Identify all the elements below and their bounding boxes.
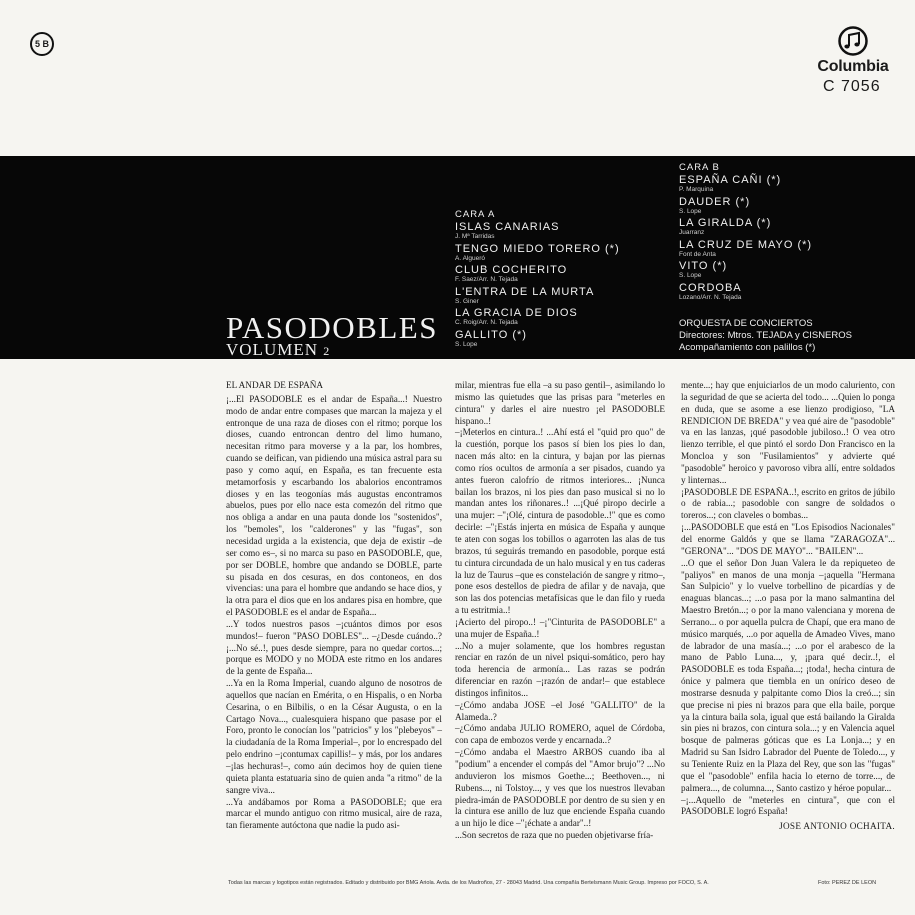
- side-a-label: CARA A: [455, 209, 496, 220]
- track-title: ISLAS CANARIAS: [455, 221, 560, 233]
- track-composer: Juarranz: [679, 229, 705, 236]
- track-composer: A. Algueró: [455, 254, 485, 262]
- track-composer: S. Giner: [455, 297, 479, 305]
- track-title: LA GIRALDA (*): [679, 217, 772, 229]
- track-item: [455, 244, 665, 263]
- track-composer: S. Lope: [679, 272, 702, 279]
- author-signature: JOSE ANTONIO OCHAITA.: [779, 821, 895, 832]
- essay-paragraph: –¡...Aquello de "meterles en cintura", que con el PASODOBLE logró España!: [681, 794, 895, 817]
- essay-paragraph: ¡...PASODOBLE que está en "Los Episodios Nacionales" del enorme Galdós y que se llama "ZARAGOZA"... "GERONA"... "DOS DE MAYO"... "BAILEN"...: [681, 522, 895, 556]
- album-subtitle: [226, 340, 330, 360]
- track-title: LA GRACIA DE DIOS: [455, 307, 578, 319]
- essay-paragraph: ¡...El PASODOBLE es el andar de España...! Nuestro modo de andar entre compases que marcan la majeza y el entronque de una raza de dioses con el ritmo; porque los dioses, cuando entroncan dentro del limo humano, necesitan ritmo para moverse y a la par, los hombres, cuando se deifican, van pidiendo una música astral para su paso y como aquí, en España, es tan frecuente esta metamorfosis y escarbando los abalorios encontramos dioses y en las teogonías más augustas encontramos abuelos, pues por ello nace esta comezón del ritmo que nos obliga a andar en una pauta donde los "sostenidos", los "bemoles", los "calderones" y las "fugas", son necesidad urgida a la existencia, que deja de existir –de ser como es–, si no marca su paso en PASODOBLE, que, por ser DOBLE, hombre que andando se DOBLE, parte su pisada en dos cesuras, en dos contoneos, en dos vivencias: una para el hombre que andando se hace dios, y la otra para el dios que en los andares pisa en hombre, que el PASODOBLE es el andar de España...: [226, 393, 442, 618]
- essay-paragraph: ¡Acierto del piropo..! –¡"Cinturita de PASODOBLE" a una mujer de España..!: [455, 616, 665, 639]
- side-b-label: CARA B: [679, 162, 720, 173]
- essay-paragraph: ...O que el señor Don Juan Valera le da repiqueteo de "paliyos" en manos de una monja –¡aquella "Hermana San Sulpicio" y lo vuelve torbellino de picardías y de enaguas blancas...; ...o pasa por la mano salmantina del Maestro Bretón...; o por la mano valenciana y morena de Serrano... o por aquella pulcra de Chapí, que era mano de músico marqués, ...o por aquella de Amadeo Vives, mano de labrador de una masía...; ...o por el arabesco de la mano de Pablo Luna..., y, ¡para qué decir..!, el PASODOBLE es toda España...; ¡toda!, hecha cintura de ónice y palmera que tiembla en un onírico deseo de mostrarse desnuda y palpitante como Dios la creó...; sin que precise ni pies ni brazos para que ella baile, porque ya la cintura baila sola, igual que está bailando la Giralda sin pies ni brazos, con cintura sola...; y en Valencia aquel bosque de palmeras góticas que es La Lonja...; y en Madrid su San Isidro Labrador del Puente de Toledo..., y su Teniente Ruiz en la Plaza del Rey, que son las "fugas" que el "pasodoble" enfila hacia lo eterno de torre..., de palmera..., de columna..., Santo castizo y héroe popular...: [681, 557, 895, 793]
- tracklist-band: [0, 156, 915, 359]
- track-title: GALLITO (*): [455, 328, 527, 341]
- track-item: [455, 287, 665, 306]
- side-a: [455, 209, 665, 351]
- track-item: [679, 175, 909, 194]
- track-item: [679, 283, 909, 302]
- brand-name: Columbia: [817, 58, 889, 75]
- essay-paragraph: ...Son secretos de raza que no pueden objetivarse fría-: [455, 830, 654, 841]
- essay-column-2: [455, 380, 665, 842]
- essay-paragraph: –¿Cómo andaba JULIO ROMERO, aquel de Córdoba, con capa de embozos verde y encarnada..?: [455, 723, 665, 746]
- track-title: TENGO MIEDO TORERO (*): [455, 242, 620, 255]
- essay-paragraph: –¿Cómo andaba el Maestro ARBOS cuando iba al "podium" a encender el compás del "Amor brujo"? ...No anduvieron los mismos Goethe...; Beethoven..., ni Rubens..., ni Tolstoy..., y ves que los nuestros llevaban piedra-imán de PASODOBLE por dentro de su sien y en la cintura ese anillo de luz que enciende España cuando a un hijo le dice –"¡échate a andar"..!: [455, 747, 665, 829]
- essay-paragraph: ...No a mujer solamente, que los hombres regustan renciar en razón de un nivel psiqui-somático, pero hay toda herencia de armonía... Las razas se podrán diferenciar en razón –¡razón de andar!– que establece distingos infinitos...: [455, 640, 665, 698]
- track-composer: S. Lope: [455, 340, 478, 348]
- track-item: [679, 218, 909, 237]
- track-title: L'ENTRA DE LA MURTA: [455, 285, 595, 298]
- track-item: [455, 222, 665, 241]
- accompaniment: Acompañamiento con palillos (*): [679, 342, 816, 353]
- essay-paragraph: mente...; hay que enjuiciarlos de un modo caluriento, con la seguridad de que se acierta del todo... ...Quien lo ponga en duda, que se asome a ese lienzo prodigioso, "LA RENDICION DE BREDA" y vea qué aire de "pasodoble" va en las lanzas, ¡qué pasodoble jubiloso..! O vea otro lienzo terrible, el que pintó el sordo Don Francisco en la Moncloa y son "Fusilamientos" y advierte qué "pasodoble" heroico y pavoroso vibra allí, entre soldados y linternas...: [681, 380, 895, 485]
- track-composer: Lozano/Arr. N. Tejada: [679, 293, 742, 301]
- legal-notice: Todas las marcas y logotipos están registrados. Editado y distribuido por BMG Ariola. Avda. de los Madroños, 27 - 28043 Madrid. Una compañía Bertelsmann Music Group. Impreso por FOCO, S. A.: [228, 880, 709, 886]
- catalog-badge: [30, 32, 54, 56]
- orchestra-name: ORQUESTA DE CONCIERTOS: [679, 318, 813, 329]
- essay-column-1: [226, 380, 442, 832]
- album-title: PASODOBLES: [226, 310, 438, 345]
- performer-credits: [679, 318, 909, 354]
- track-title: DAUDER (*): [679, 195, 751, 208]
- essay-paragraph: ...Y todos nuestros pasos –¡cuántos dimos por esos mundos!– fueron "PASO DOBLES"... –¿Desde cuándo..? ¡...No sé..!, pues desde siempre, para no quedar cortos...; porque es MODO y no MODA este ritmo en los andares de la gente de España...: [226, 618, 442, 677]
- side-a-tracklist: [455, 222, 665, 348]
- track-item: [455, 330, 665, 349]
- track-composer: Font de Anta: [679, 250, 716, 258]
- essay-heading: EL ANDAR DE ESPAÑA: [226, 380, 324, 390]
- side-b: [679, 162, 909, 304]
- subtitle-text: VOLUMEN: [226, 340, 318, 359]
- essay-paragraph: ...Ya andábamos por Roma a PASODOBLE; que era marcar el mundo antiguo con ritmo musical, aire de raza, tan fieramente autóctona que nadie la pudo asi-: [226, 796, 442, 831]
- track-item: [455, 265, 665, 284]
- track-item: [455, 308, 665, 327]
- track-title: VITO (*): [679, 260, 728, 272]
- track-item: [679, 197, 909, 216]
- track-composer: J. Mª Tarridas: [455, 233, 495, 240]
- track-item: [679, 261, 909, 280]
- badge-text: 5 B: [34, 39, 49, 49]
- essay-paragraph: –¡Meterlos en cintura..! ...Ahí está el "quid pro quo" de la cuestión, porque los pasos sí bien los pies lo dan, nacen más alto: en la cintura, y bajan por las piernas como ríos ocultos de armonía a ser pisados, cuando ya antes fueron calofrío de ritmos interiores... ¡Nunca bailan los brazos, ni los pies dan paso musical si no lo mandan antes los riñonares..! ...¡Qué piropo decirle a una mujer: –"¡Olé, cintura de pasodoble..!" que es como decirle: –"¡Estás injerta en música de España y aunque te aten con sogas los tobillos o agarroten las alas de tus brazos, tú seguirás tremando en pasodoble, porque está tu cintura circundada de un halo musical y en tus caderas la luz de Taurus –que es constelación de sangre y ritmo–, pone esos destellos de piedra de afilar y de navaja, que son las dos potencias metafísicas que le dan filo y rueda a tu estritmia..!: [455, 427, 665, 616]
- track-item: [679, 240, 909, 259]
- track-composer: C. Roig/Arr. N. Tejada: [455, 319, 518, 326]
- track-composer: P. Marquina: [679, 186, 714, 193]
- side-b-tracklist: [679, 175, 909, 301]
- essay-column-3: [681, 380, 895, 833]
- catalog-number: C 7056: [823, 78, 881, 95]
- photo-credit: Foto: PEREZ DE LEON: [818, 880, 877, 886]
- track-title: LA CRUZ DE MAYO (*): [679, 238, 813, 251]
- essay-paragraph: milar, mientras fue ella –a su paso gentil–, asimilando lo mismo las quietudes que las prisas para "meterles en cintura" y darles el aire nuestro ¡el PASODOBLE hispano..!: [455, 380, 665, 426]
- track-composer: S. Lope: [679, 207, 702, 215]
- track-composer: F. Saez/Arr. N. Tejada: [455, 276, 518, 283]
- directors: Directores: Mtros. TEJADA y CISNEROS: [679, 330, 852, 341]
- essay-paragraph: –¿Cómo andaba JOSE –el José "GALLITO" de la Alameda..?: [455, 699, 665, 722]
- essay-paragraph: ...Ya en la Roma Imperial, cuando alguno de nosotros de aquellos que nacían en Emérita, o en Hispalis, o en Norba Cesarina, o en Bilbilis, o en la César Augusta, o en la Cartago Nova..., cualesquiera hispano que pasase por el Foro, pronto le conocían los "patricios" y los "plebeyos" –la ciudadanía de la Roma Imperial–, por lo encrespado del pelo endrino –¡contumax capillis!– y más, por los andares –¡las hechuras!–, como aún decimos hoy de quien tiene quieta planta estatuaria sino de quien anda "a ritmo" de la sangre viva...: [226, 678, 442, 795]
- track-title: ESPAÑA CAÑI (*): [679, 174, 782, 186]
- essay-paragraph: ¡PASODOBLE DE ESPAÑA..!, escrito en gritos de júbilo o de rabia...; pasodoble con sangre de soldados o toreros...; con claveles o bombas...: [681, 486, 895, 521]
- volume-number: 2: [323, 344, 331, 358]
- columbia-logo-icon: [838, 26, 868, 56]
- track-title: CORDOBA: [679, 281, 742, 294]
- track-title: CLUB COCHERITO: [455, 264, 568, 276]
